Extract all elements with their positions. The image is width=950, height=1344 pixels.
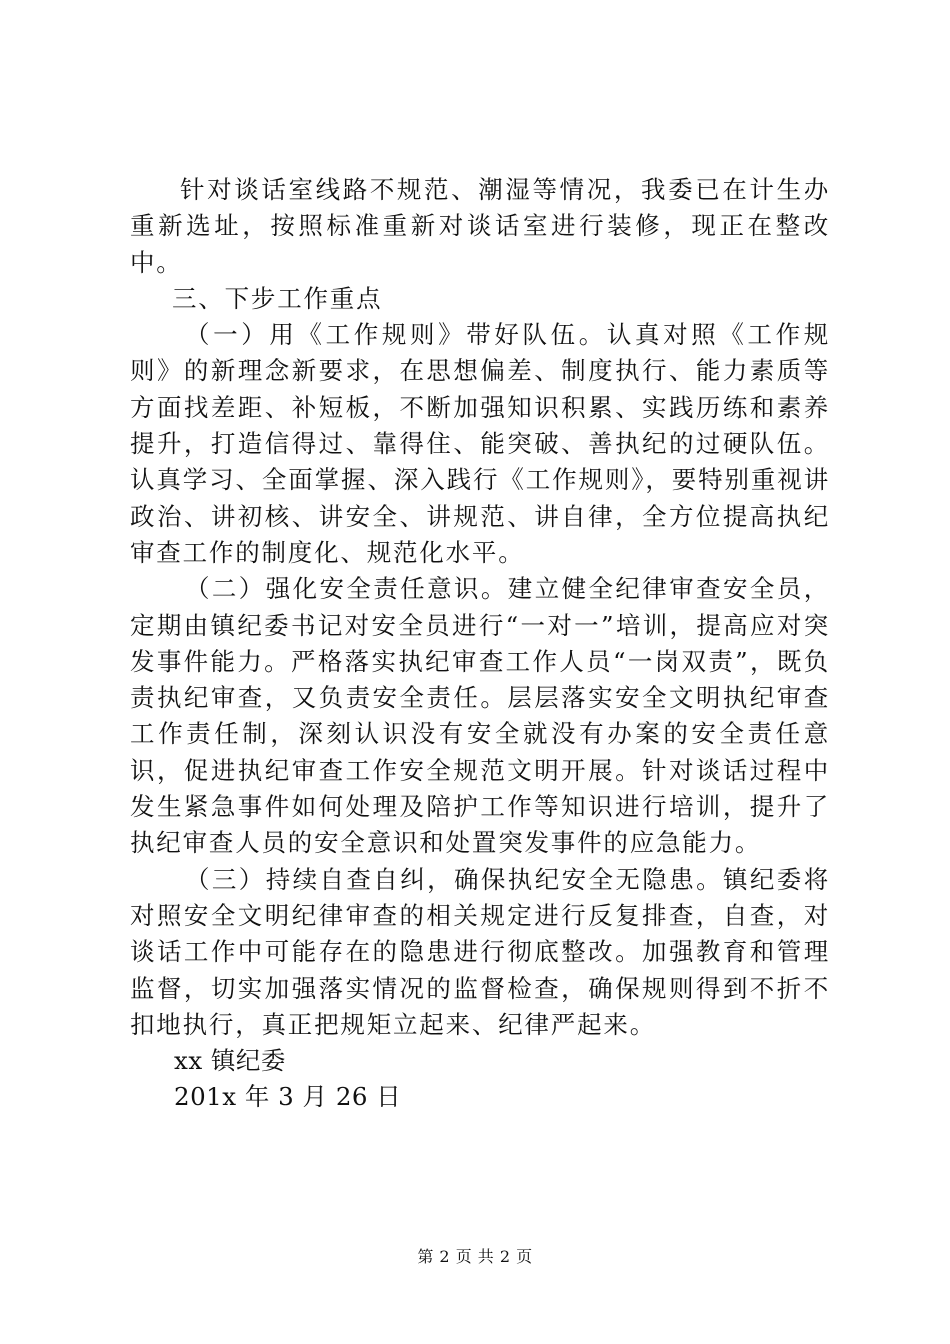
paragraph-work-rules: （一）用《工作规则》带好队伍。认真对照《工作规则》的新理念新要求，在思想偏差、制度执行、能力素质等方面找差距、补短板，不断加强知识积累、实践历练和素养提升，打造信得过、靠得住、能突破、善执纪的过硬队伍。认真学习、全面掌握、深入践行《工作规则》，要特别重视讲政治、讲初核、讲安全、讲规范、讲自律，全方位提高执纪审查工作的制度化、规范化水平。: [130, 320, 830, 567]
section-heading-next-steps: 三、下步工作重点: [172, 283, 383, 313]
paragraph-safety-responsibility: （二）强化安全责任意识。建立健全纪律审查安全员，定期由镇纪委书记对安全员进行“一对一”培训，提高应对突发事件能力。严格落实执纪审查工作人员“一岗双责”，既负责执纪审查，又负责安全责任。层层落实安全文明执纪审查工作责任制，深刻认识没有安全就没有办案的安全责任意识，促进执纪审查工作安全规范文明开展。针对谈话过程中发生紧急事件如何处理及陪护工作等知识进行培训，提升了执纪审查人员的安全意识和处置突发事件的应急能力。: [130, 574, 830, 858]
signature-organization: xx 镇纪委: [174, 1046, 286, 1076]
paragraph-self-inspection: （三）持续自查自纠，确保执纪安全无隐患。镇纪委将对照安全文明纪律审查的相关规定进行反复排查，自查，对谈话工作中可能存在的隐患进行彻底整改。加强教育和管理监督，切实加强落实情况的监督检查，确保规则得到不折不扣地执行，真正把规矩立起来、纪律严起来。: [130, 864, 830, 1039]
document-body: [130, 172, 830, 1116]
signature-date: 201x 年 3 月 26 日: [174, 1082, 402, 1112]
page-number-footer: 第 2 页 共 2 页: [417, 1247, 533, 1266]
paragraph-rectification: 针对谈话室线路不规范、潮湿等情况，我委已在计生办重新选址，按照标准重新对谈话室进行装修，现正在整改中。: [130, 175, 830, 277]
